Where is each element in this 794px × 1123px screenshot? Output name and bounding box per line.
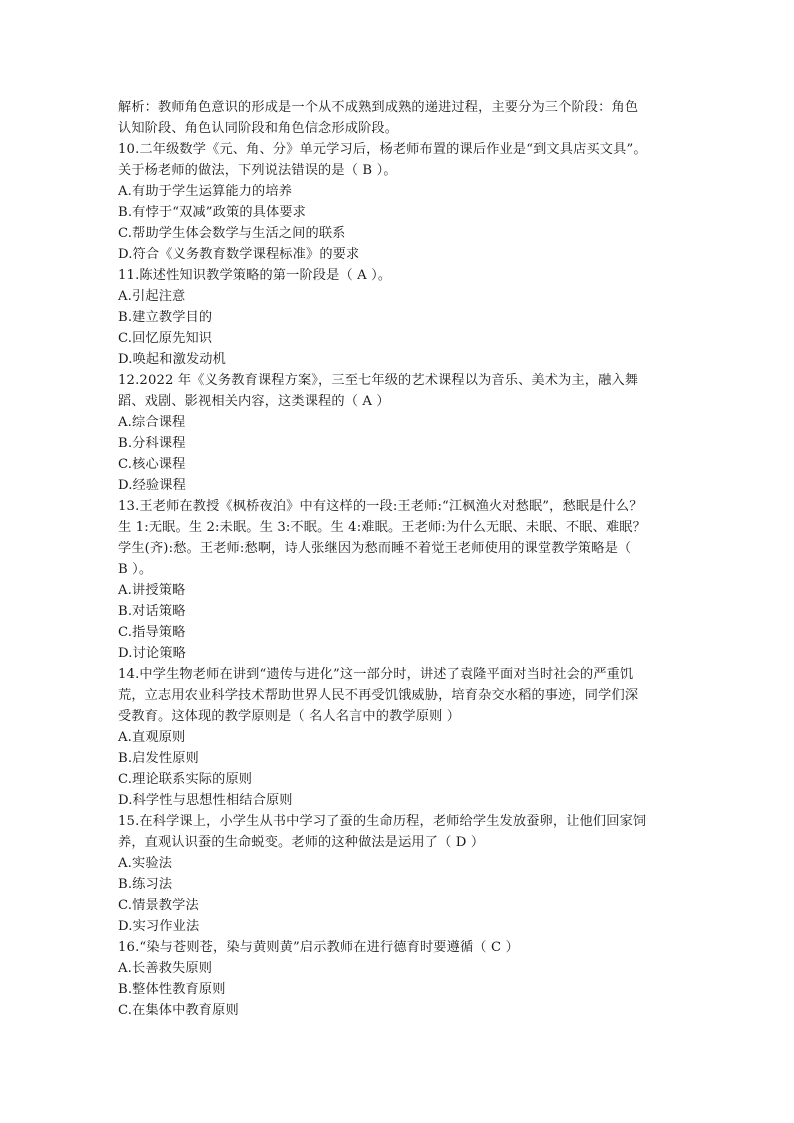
text-line: 解析：教师角色意识的形成是一个从不成熟到成熟的递进过程，主要分为三个阶段：角色 [118, 100, 639, 115]
option-line: D.科学性与思想性相结合原则 [118, 793, 293, 808]
option-line: B.建立教学目的 [118, 310, 213, 325]
option-line: B.对话策略 [118, 604, 186, 619]
option-line: C.理论联系实际的原则 [118, 772, 253, 787]
question-13-stem: 13.王老师在教授《枫桥夜泊》中有这样的一段:王老师:“江枫渔火对愁眠”，愁眠是什么？ [118, 499, 643, 514]
option-line: D.符合《义务教育数学课程标准》的要求 [118, 247, 360, 262]
question-13-stem: 学生(齐):愁。王老师:愁啊，诗人张继因为愁而睡不着觉王老师使用的课堂教学策略是（ [118, 541, 632, 556]
question-14-stem: 荒，立志用农业科学技术帮助世界人民不再受饥饿威胁，培育杂交水稻的事迹，同学们深 [118, 688, 639, 703]
option-line: B.练习法 [118, 877, 173, 892]
option-line: C.在集体中教育原则 [118, 1003, 239, 1018]
question-12-stem: 12.2022 年《义务教育课程方案》，三至七年级的艺术课程以为音乐、美术为主，融入舞 [118, 373, 639, 388]
option-line: C.指导策略 [118, 625, 186, 640]
option-line: D.实习作业法 [118, 919, 200, 934]
option-line: C.核心课程 [118, 457, 186, 472]
option-line: A.长善救失原则 [118, 961, 213, 976]
option-line: A.引起注意 [118, 289, 186, 304]
option-line: D.唤起和激发动机 [118, 352, 226, 367]
option-line: A.综合课程 [118, 415, 186, 430]
option-line: A.讲授策略 [118, 583, 186, 598]
question-13-stem: B ）。 [118, 562, 153, 577]
question-15-stem: 养，直观认识蚕的生命蜕变。老师的这种做法是运用了（ D ） [118, 835, 485, 850]
option-line: B.启发性原则 [118, 751, 199, 766]
question-11-stem: 11.陈述性知识教学策略的第一阶段是（ A ）。 [118, 268, 392, 283]
option-line: A.实验法 [118, 856, 173, 871]
option-line: B.分科课程 [118, 436, 186, 451]
document-page [118, 97, 698, 1021]
option-line: D.讨论策略 [118, 646, 186, 661]
question-14-stem: 受教育。这体现的教学原则是（ 名人名言中的教学原则 ） [118, 709, 461, 724]
question-13-stem: 生 1:无眠。生 2:未眠。生 3:不眠。生 4:难眠。王老师:为什么无眠、未眠、不眠、难眠？ [118, 520, 646, 535]
question-10-stem: 10.二年级数学《元、角、分》单元学习后，杨老师布置的课后作业是“到文具店买文具”。 [118, 142, 647, 157]
option-line: D.经验课程 [118, 478, 186, 493]
question-14-stem: 14.中学生物老师在讲到“遗传与进化”这一部分时，讲述了袁隆平面对当时社会的严重饥 [118, 667, 634, 682]
text-line: 认知阶段、角色认同阶段和角色信念形成阶段。 [118, 121, 399, 136]
option-line: B.有悖于“双减”政策的具体要求 [118, 205, 307, 220]
question-12-stem: 蹈、戏剧、影视相关内容，这类课程的（ A ） [118, 394, 390, 409]
question-10-stem: 关于杨老师的做法，下列说法错误的是（ B ）。 [118, 163, 397, 178]
question-15-stem: 15.在科学课上，小学生从书中学习了蚕的生命历程，老师给学生发放蚕卵，让他们回家饲 [118, 814, 647, 829]
option-line: C.帮助学生体会数学与生活之间的联系 [118, 226, 346, 241]
question-16-stem: 16.“染与苍则苍，染与黄则黄”启示教师在进行德育时要遵循（ C ） [118, 940, 519, 955]
option-line: C.回忆原先知识 [118, 331, 213, 346]
option-line: B.整体性教育原则 [118, 982, 226, 997]
option-line: A.直观原则 [118, 730, 186, 745]
option-line: A.有助于学生运算能力的培养 [118, 184, 293, 199]
option-line: C.情景教学法 [118, 898, 199, 913]
